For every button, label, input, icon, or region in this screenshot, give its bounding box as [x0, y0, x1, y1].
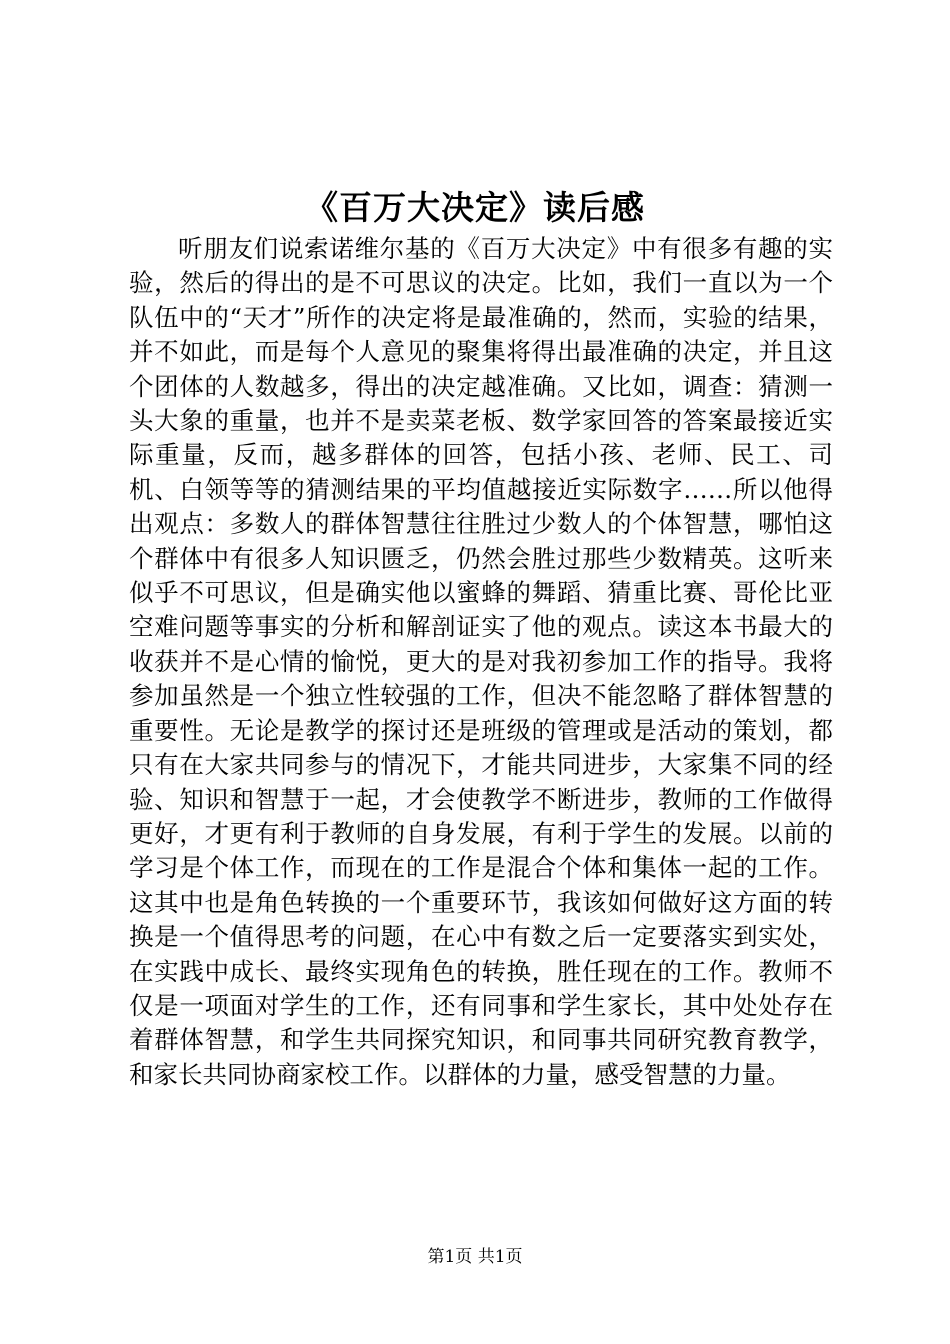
document-body-paragraph: 听朋友们说索诺维尔基的《百万大决定》中有很多有趣的实验，然后的得出的是不可思议的决定。比如，我们一直以为一个队伍中的“天才”所作的决定将是最准确的，然而，实验的结果，并不如此，而是每个人意见的聚集将得出最准确的决定，并且这个团体的人数越多，得出的决定越准确。又比如，调查：猜测一头大象的重量，也并不是卖菜老板、数学家回答的答案最接近实际重量，反而，越多群体的回答，包括小孩、老师、民工、司机、白领等等的猜测结果的平均值越接近实际数字……所以他得出观点：多数人的群体智慧往往胜过少数人的个体智慧，哪怕这个群体中有很多人知识匮乏，仍然会胜过那些少数精英。这听来似乎不可思议，但是确实他以蜜蜂的舞蹈、猜重比赛、哥伦比亚空难问题等事实的分析和解剖证实了他的观点。读这本书最大的收获并不是心情的愉悦，更大的是对我初参加工作的指导。我将参加虽然是一个独立性较强的工作，但决不能忽略了群体智慧的重要性。无论是教学的探讨还是班级的管理或是活动的策划，都只有在大家共同参与的情况下，才能共同进步，大家集不同的经验、知识和智慧于一起，才会使教学不断进步，教师的工作做得更好，才更有利于教师的自身发展，有利于学生的发展。以前的学习是个体工作，而现在的工作是混合个体和集体一起的工作。这其中也是角色转换的一个重要环节，我该如何做好这方面的转换是一个值得思考的问题，在心中有数之后一定要落实到实处，在实践中成长、最终实现角色的转换，胜任现在的工作。教师不仅是一项面对学生的工作，还有同事和学生家长，其中处处存在着群体智慧，和学生共同探究知识，和同事共同研究教育教学，和家长共同协商家校工作。以群体的力量，感受智慧的力量。 [129, 234, 833, 1089]
page-number-footer: 第1页 共1页 [427, 1247, 523, 1267]
document-title: 《百万大决定》读后感 [305, 188, 645, 227]
